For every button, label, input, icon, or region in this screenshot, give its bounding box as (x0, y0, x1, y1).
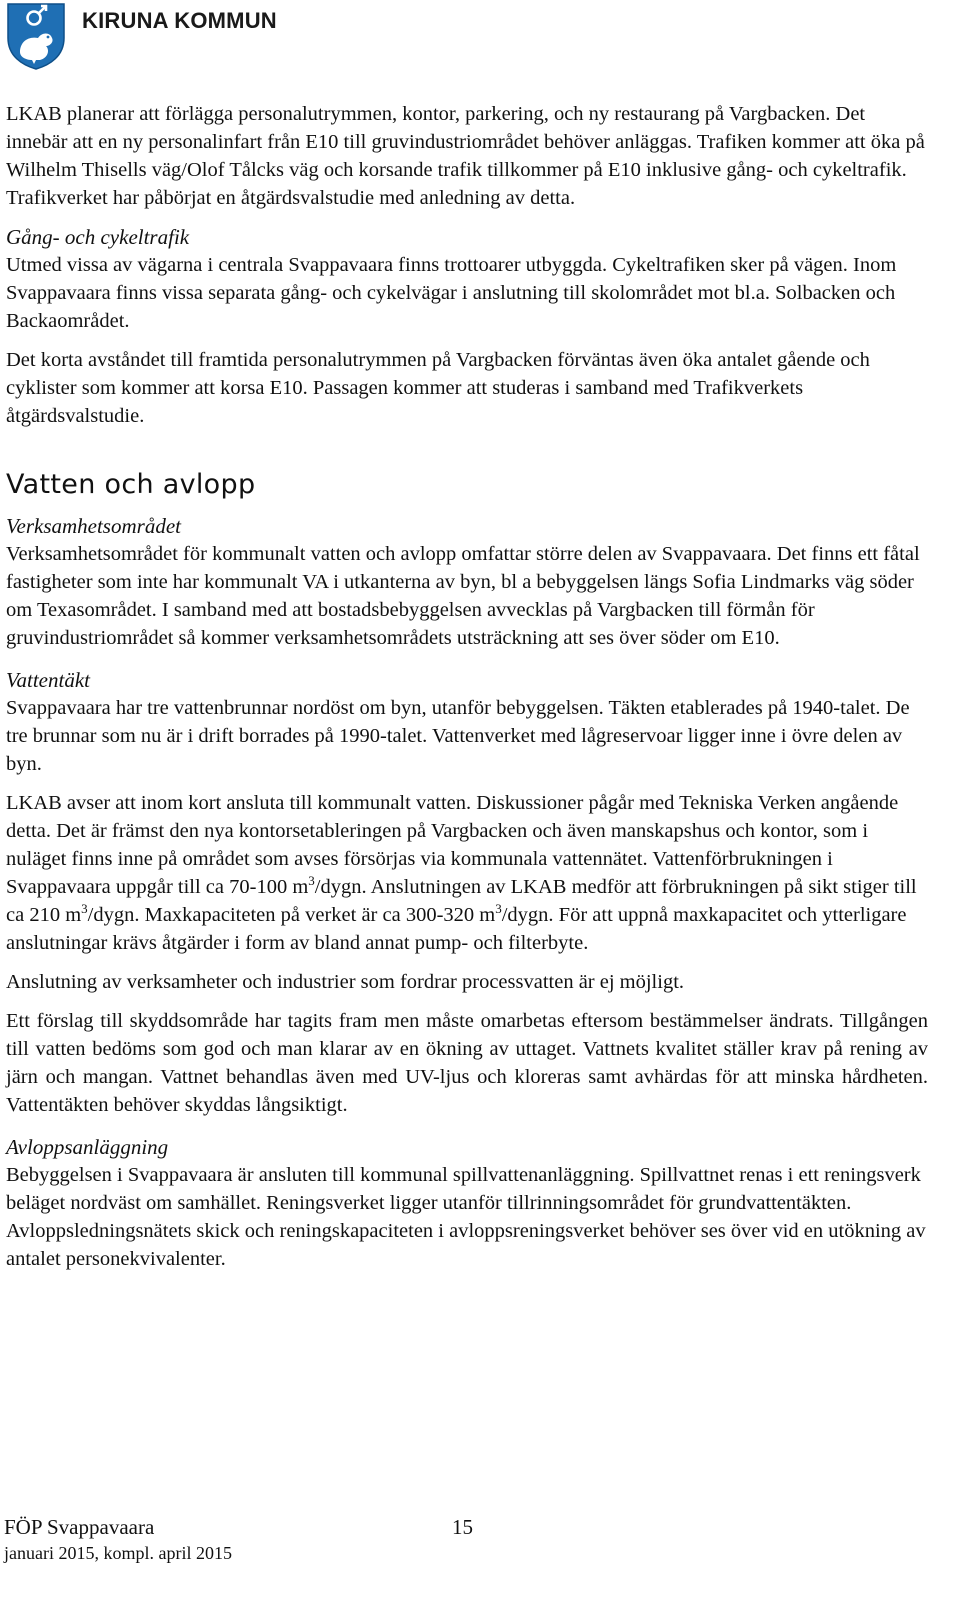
superscript-3: 3 (495, 901, 502, 917)
intake-text-c: /dygn. Maxkapaciteten på verket är ca 300-320 m (87, 904, 496, 926)
sewage-paragraph: Bebyggelsen i Svappavaara är ansluten till kommunal spillvattenanläggning. Spillvattnet renas i ett reningsverk beläget nordväst om samhället. Reningsverket ligger utanför tillrinningsområdet för grundvattentäkten. Avloppsledningsnätets skick och reningskapaciteten i avloppsreningsverket behöver ses över vid en utökning av antalet personekvivalenter. (6, 1164, 926, 1270)
intake-subheading: Vattentäkt (6, 668, 90, 692)
footer-date: januari 2015, kompl. april 2015 (4, 1543, 232, 1563)
intake-text-d: /dygn. För att uppnå maxkapacitet och ytterligare anslutningar krävs åtgärder i form av bland annat pump- och filterbyte. (6, 904, 907, 954)
footer-title: FÖP Svappavaara (4, 1515, 155, 1539)
document-body (6, 100, 928, 1284)
intake-paragraph-3: Anslutning av verksamheter och industrier som fordrar processvatten är ej möjligt. (6, 971, 685, 993)
intake-text-a: LKAB avser att inom kort ansluta till kommunalt vatten. Diskussioner pågår med Tekniska Verken angående detta. Det är främst den nya kontorsetableringen på Vargbacken och även manskapshus och kontor, som i nuläget finns inne på området som avses försörjas via kommunala vattennätet. Vattenförbrukningen i Svappavaara uppgår till ca 70-100 m (6, 792, 899, 898)
area-subheading: Verksamhetsområdet (6, 514, 181, 538)
intake-paragraph-4: Ett förslag till skyddsområde har tagits fram men måste omarbetas eftersom bestämmelser ändrats. Tillgången till vatten bedöms som god och man klarar av en ökning av uttaget. Vattnets kvalitet ställer krav på rening av järn och mangan. Vattnet behandlas även med UV-ljus och kloreras samt avhärdas för att minska hårdheten. Vattentäkten behöver skyddas långsiktigt. (6, 1010, 928, 1116)
traffic-subheading: Gång- och cykeltrafik (6, 225, 190, 249)
page-header (6, 0, 406, 72)
kiruna-coat-of-arms-icon (6, 2, 66, 70)
sewage-subheading: Avloppsanläggning (6, 1135, 169, 1159)
area-paragraph: Verksamhetsområdet för kommunalt vatten och avlopp omfattar större delen av Svappavaara. Det finns ett fåtal fastigheter som inte har kommunalt VA i utkanterna av byn, bl a bebyggelsen längs Sofia Lindmarks väg söder om Texasområdet. I samband med att bostadsbebyggelsen avvecklas på Vargbacken till förmån för gruvindustriområdet så kommer verksamhetsområdets utsträckning att ses över söder om E10. (6, 543, 920, 649)
intake-paragraph-2 (6, 789, 928, 957)
intro-paragraph: LKAB planerar att förlägga personalutrymmen, kontor, parkering, och ny restaurang på Vargbacken. Det innebär att en ny personalinfart från E10 till gruvindustriområdet behöver anläggas. Trafiken kommer att öka på Wilhelm Thisells väg/Olof Tålcks väg och korsande trafik tillkommer på E10 inklusive gång- och cykeltrafik. Trafikverket har påbörjat en åtgärdsvalstudie med anledning av detta. (6, 103, 925, 209)
section-heading-water: Vatten och avlopp (6, 469, 256, 500)
intake-text-b: /dygn. Anslutningen av LKAB medför att förbrukningen på sikt stiger till ca 210 m (6, 876, 917, 926)
superscript-3: 3 (81, 901, 88, 917)
traffic-paragraph-1: Utmed vissa av vägarna i centrala Svappavaara finns trottoarer utbyggda. Cykeltrafiken sker på vägen. Inom Svappavaara finns vissa separata gång- och cykelvägar i anslutning till skolområdet mot bl.a. Solbacken och Backaområdet. (6, 254, 897, 332)
superscript-3: 3 (308, 873, 315, 889)
intake-paragraph-1: Svappavaara har tre vattenbrunnar nordöst om byn, utanför bebyggelsen. Täkten etablerades på 1940-talet. De tre brunnar som nu är i drift borrades på 1990-talet. Vattenverket med lågreservoar ligger inne i övre delen av byn. (6, 697, 910, 775)
traffic-paragraph-2: Det korta avståndet till framtida personalutrymmen på Vargbacken förväntas även öka antalet gående och cyklister som kommer att korsa E10. Passagen kommer att studeras i samband med Trafikverkets åtgärdsvalstudie. (6, 349, 870, 427)
municipality-name: KIRUNA KOMMUN (82, 8, 277, 33)
page-number: 15 (452, 1515, 473, 1539)
